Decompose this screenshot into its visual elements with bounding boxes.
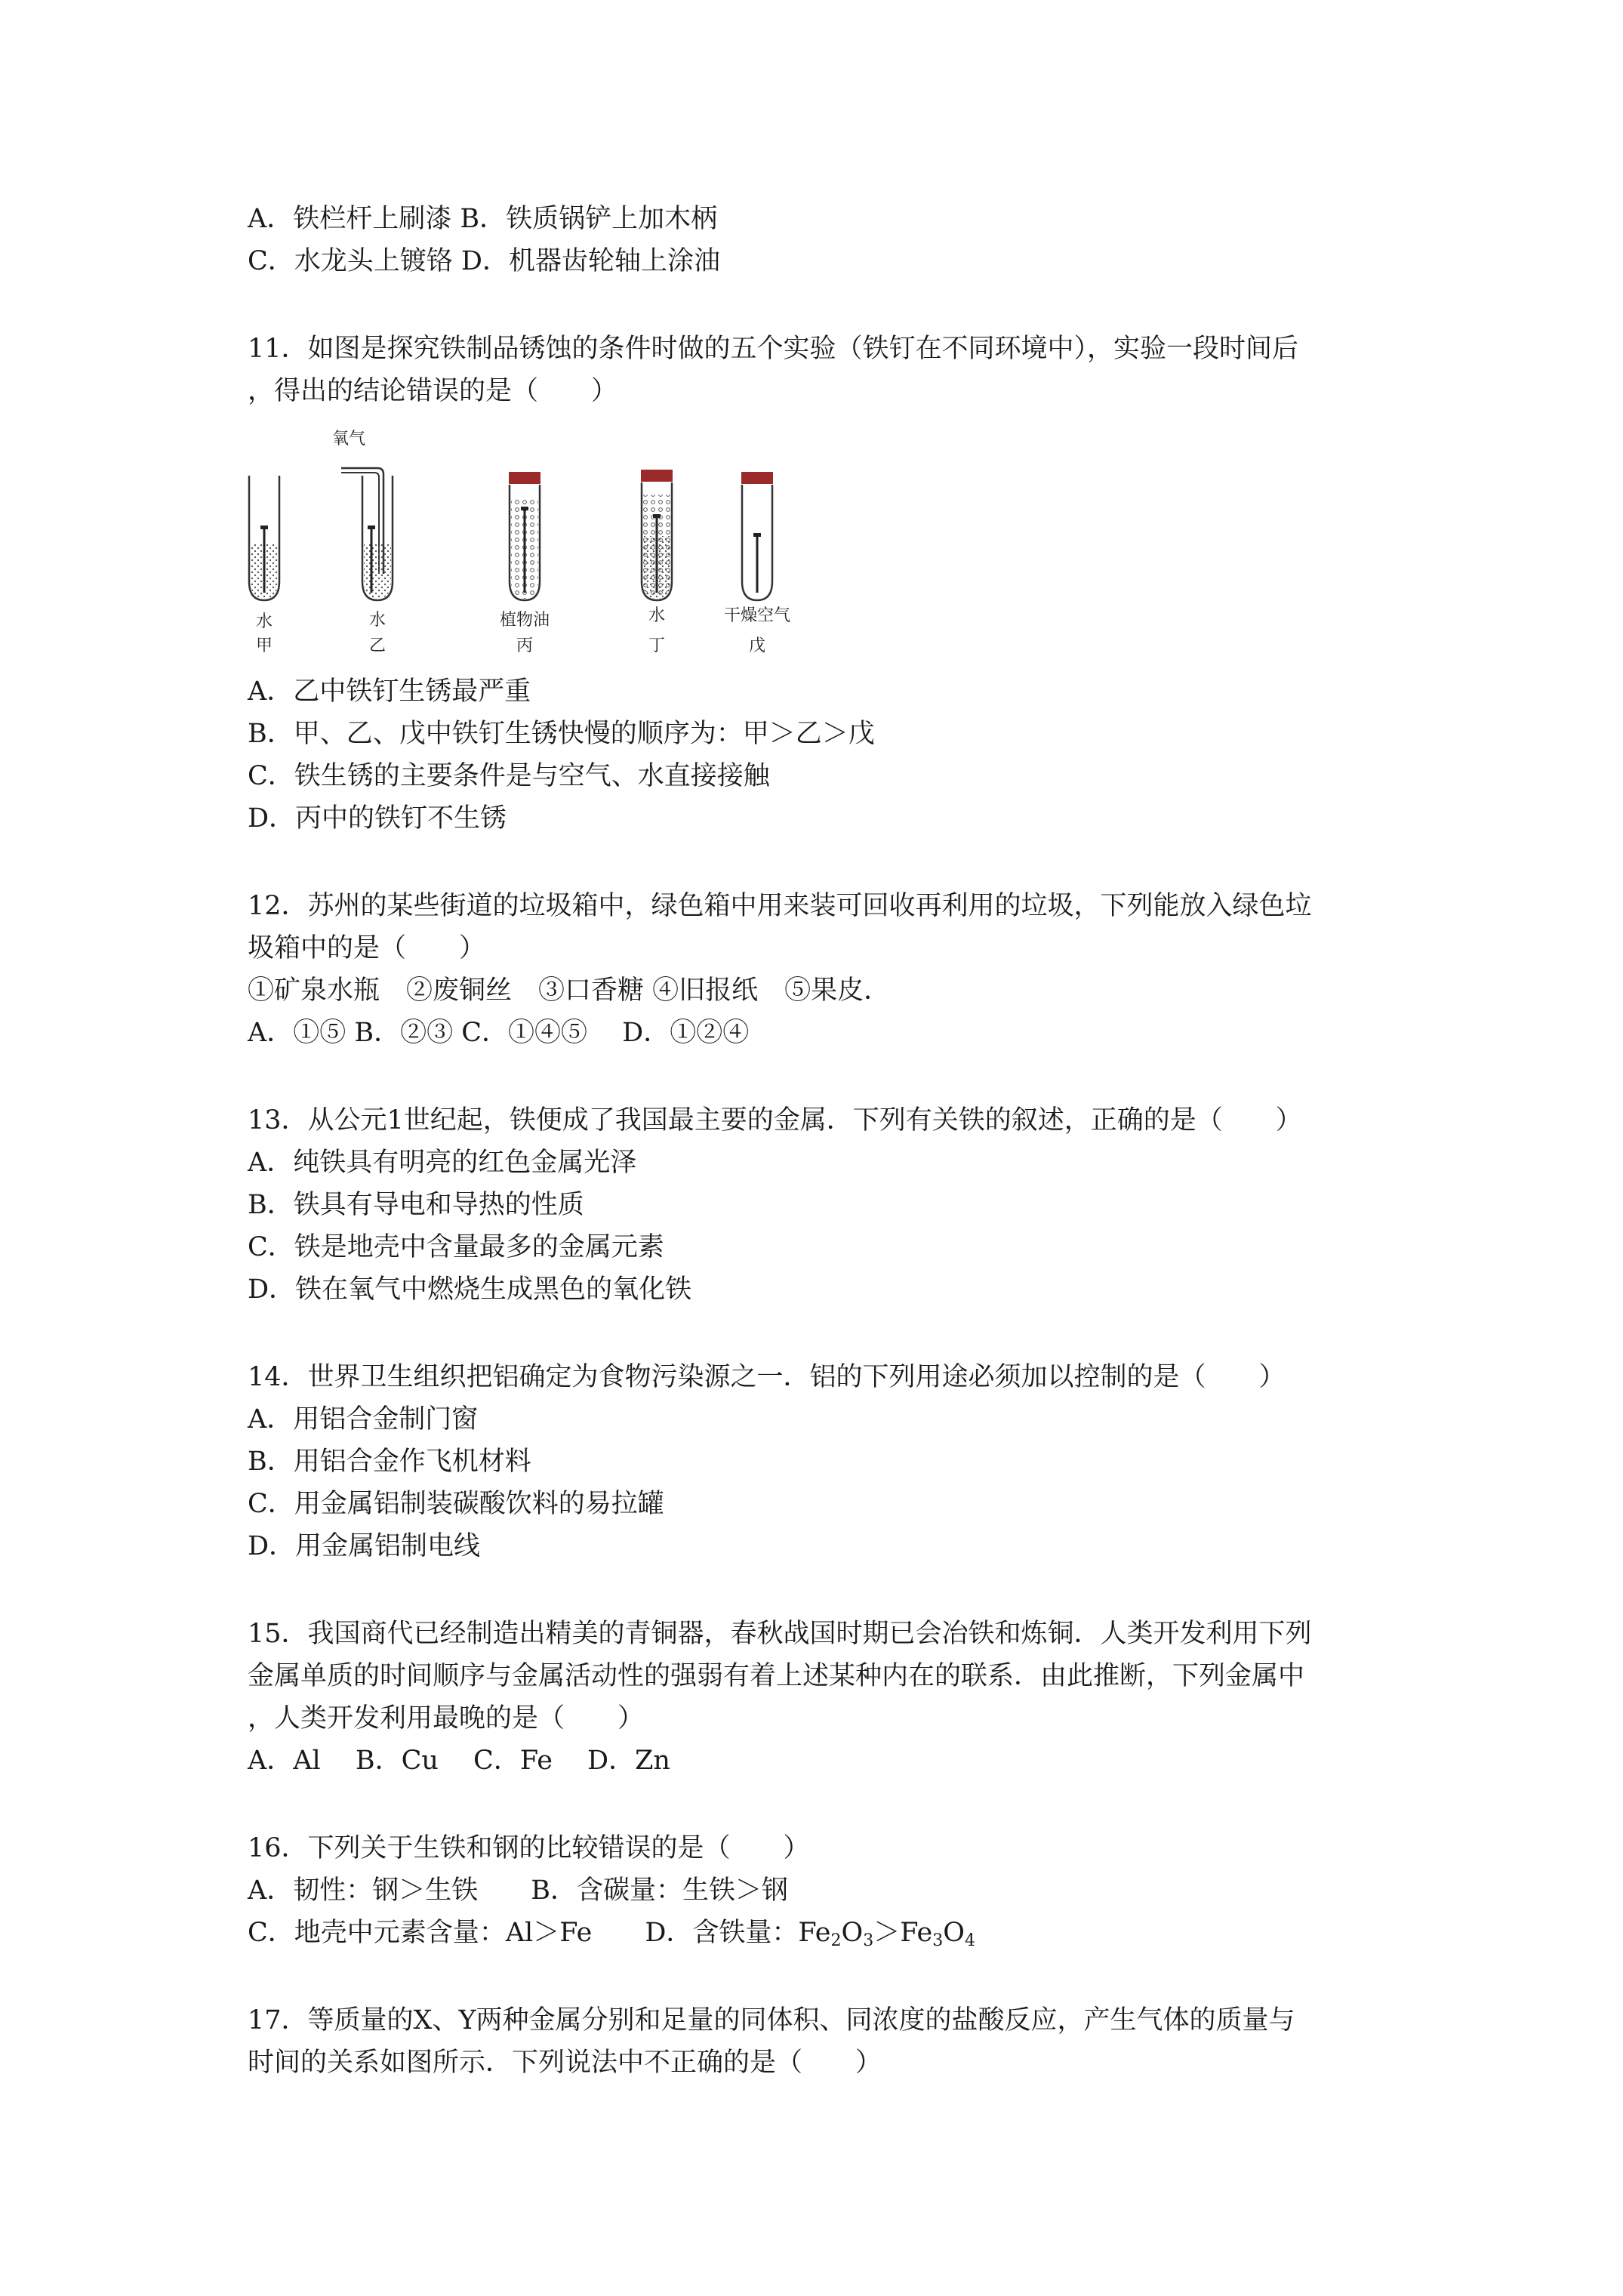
q17-stem-line2: 时间的关系如图所示．下列说法中不正确的是（ ）	[248, 2048, 882, 2078]
tube-yi	[332, 430, 393, 655]
formula-subscript: 3	[863, 1931, 874, 1950]
formula-element: O	[841, 1918, 864, 1948]
tube-jia	[249, 476, 279, 655]
q13-option-a: A．纯铁具有明亮的红色金属光泽	[248, 1148, 637, 1178]
q16-options-cd	[248, 1915, 975, 1959]
q10-option-a: A．铁栏杆上刷漆	[248, 204, 452, 234]
tube-yi-name: 乙	[368, 636, 387, 655]
q11-option-c: C．铁生锈的主要条件是与空气、水直接接触	[248, 761, 770, 791]
tube-ding	[641, 470, 673, 655]
tube-ding-name: 丁	[648, 636, 666, 655]
tube-jia-medium: 水	[255, 612, 273, 631]
formula-subscript: 4	[964, 1931, 975, 1950]
q11-stem-line1: 11．如图是探究铁制品锈蚀的条件时做的五个实验（铁钉在不同环境中），实验一段时间后	[248, 334, 1299, 364]
q11-option-a: A．乙中铁钉生锈最严重	[248, 676, 531, 707]
comparison-text: ＞Fe	[873, 1918, 933, 1948]
q17-stem-line1: 17．等质量的X、Y两种金属分别和足量的同体积、同浓度的盐酸反应，产生气体的质量与	[248, 2005, 1295, 2036]
tube-bing-name: 丙	[516, 636, 534, 655]
tube-wu-medium: 干燥空气	[723, 606, 791, 625]
formula-subscript: 3	[932, 1931, 944, 1950]
q14-option-c: C．用金属铝制装碳酸饮料的易拉罐	[248, 1489, 664, 1519]
tube-wu-name: 戊	[748, 636, 766, 655]
q11-option-b: B．甲、乙、戊中铁钉生锈快慢的顺序为：甲＞乙＞戊	[248, 719, 875, 749]
q14-stem: 14．世界卫生组织把铝确定为食物污染源之一．铝的下列用途必须加以控制的是（ ）	[248, 1362, 1286, 1392]
q13-option-c: C．铁是地壳中含量最多的金属元素	[248, 1232, 664, 1262]
tube-bing	[500, 472, 550, 655]
tube-jia-name: 甲	[255, 636, 273, 655]
q10-options-row1	[248, 201, 717, 237]
q10-option-d: D．机器齿轮轴上涂油	[460, 246, 720, 276]
q16-stem: 16．下列关于生铁和钢的比较错误的是（ ）	[248, 1833, 810, 1863]
tube-yi-medium: 水	[368, 611, 387, 630]
q10-options-row2	[248, 243, 720, 279]
q10-option-b: B．铁质锅铲上加木柄	[460, 204, 718, 234]
q10-option-c: C．水龙头上镀铬	[248, 246, 453, 276]
q16-options-ab: A．韧性：钢＞生铁 B．含碳量：生铁＞钢	[248, 1875, 788, 1906]
q16-options-cd-prefix: C．地壳中元素含量：Al＞Fe D．含铁量：Fe	[248, 1918, 831, 1948]
oxygen-label: 氧气	[332, 430, 366, 448]
tube-ding-medium: 水	[648, 606, 666, 625]
tube-wu	[724, 472, 790, 655]
q13-option-b: B．铁具有导电和导热的性质	[248, 1190, 584, 1220]
q15-stem-line3: ，人类开发利用最晚的是（ ）	[248, 1703, 645, 1734]
q12-stem-line2: 圾箱中的是（ ）	[248, 933, 486, 963]
q13-stem: 13．从公元1世纪起，铁便成了我国最主要的金属．下列有关铁的叙述，正确的是（ ）	[248, 1105, 1302, 1136]
q11-option-d: D．丙中的铁钉不生锈	[248, 803, 507, 834]
q11-stem-line2: ，得出的结论错误的是（ ）	[248, 376, 618, 406]
q15-stem-line2: 金属单质的时间顺序与金属活动性的强弱有着上述某种内在的联系．由此推断，下列金属中	[248, 1661, 1305, 1691]
tube-bing-medium: 植物油	[499, 611, 550, 630]
q13-option-d: D．铁在氧气中燃烧生成黑色的氧化铁	[248, 1274, 692, 1305]
q14-option-b: B．用铝合金作飞机材料	[248, 1447, 531, 1477]
q11-rust-experiment-figure	[242, 423, 830, 657]
q12-options: A．①⑤ B．②③ C．①④⑤ D．①②④	[248, 1018, 750, 1048]
q14-option-a: A．用铝合金制门窗	[248, 1404, 479, 1435]
formula-element: O	[943, 1918, 965, 1948]
q14-option-d: D．用金属铝制电线	[248, 1531, 481, 1561]
q15-options: A．Al B．Cu C．Fe D．Zn	[248, 1746, 670, 1776]
formula-subscript: 2	[830, 1931, 842, 1950]
q12-items: ①矿泉水瓶 ②废铜丝 ③口香糖 ④旧报纸 ⑤果皮．	[248, 975, 891, 1006]
q12-stem-line1: 12．苏州的某些街道的垃圾箱中，绿色箱中用来装可回收再利用的垃圾，下列能放入绿色垃	[248, 891, 1312, 921]
q15-stem-line1: 15．我国商代已经制造出精美的青铜器，春秋战国时期已会冶铁和炼铜．人类开发利用下列	[248, 1619, 1312, 1649]
